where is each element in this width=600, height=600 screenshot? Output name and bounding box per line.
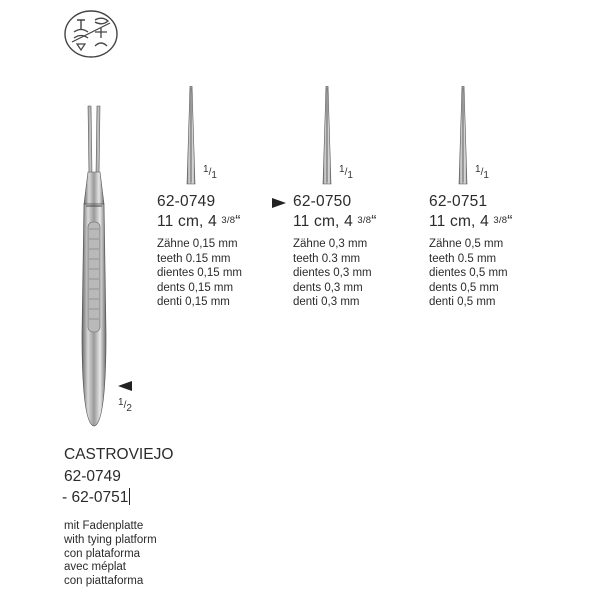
description-de: mit Fadenplatte: [64, 520, 144, 532]
teeth-spec-en: teeth 0.5 mm: [429, 252, 497, 265]
tip-scale-62-0751: 1/1: [475, 164, 489, 181]
teeth-spec-fr: dents 0,5 mm: [429, 281, 499, 294]
instrument-length: [293, 213, 377, 231]
article-number: 62-0749: [157, 193, 216, 210]
variant-62-0751: [429, 193, 513, 310]
description-en: with tying platform: [64, 533, 157, 546]
instrument-description: [64, 520, 157, 589]
tip-scale-denominator: 1: [347, 170, 353, 181]
text-cursor: [129, 488, 130, 505]
teeth-spec-es: dientes 0,15 mm: [157, 267, 243, 280]
tip-illustration-62-0751: [456, 86, 470, 186]
article-number: 62-0750: [293, 193, 352, 210]
teeth-spec-it: denti 0,5 mm: [429, 296, 496, 309]
instrument-title-block: [62, 444, 173, 509]
length-fraction: 3/8: [357, 215, 372, 226]
article-range-end-row: [62, 487, 173, 509]
teeth-spec-de: Zähne 0,5 mm: [429, 238, 504, 250]
forceps-illustration: [64, 104, 124, 434]
length-fraction: 3/8: [221, 215, 236, 226]
teeth-spec-list: [157, 237, 242, 310]
teeth-spec-es: dientes 0,5 mm: [429, 267, 508, 280]
instrument-length: [429, 213, 513, 231]
length-main: 11 cm, 4: [293, 213, 358, 230]
arrow-left-marker-icon: [118, 381, 132, 391]
variant-62-0749: [157, 193, 242, 310]
length-quote: “: [507, 213, 513, 230]
tip-scale-denominator: 1: [211, 170, 217, 181]
instrument-length: [157, 213, 242, 231]
teeth-spec-en: teeth 0.3 mm: [293, 252, 361, 265]
tip-scale-62-0750: 1/1: [339, 164, 353, 181]
teeth-spec-fr: dents 0,3 mm: [293, 281, 363, 294]
description-es: con plataforma: [64, 547, 141, 560]
tip-scale-numerator: 1: [475, 164, 481, 175]
length-quote: “: [371, 213, 377, 230]
teeth-spec-it: denti 0,3 mm: [293, 296, 360, 309]
teeth-spec-es: dientes 0,3 mm: [293, 267, 372, 280]
length-main: 11 cm, 4: [429, 213, 494, 230]
teeth-spec-list: [293, 237, 377, 310]
sterilization-symbol-icon: [62, 8, 120, 60]
teeth-spec-fr: dents 0,15 mm: [157, 281, 234, 294]
range-dash: -: [62, 489, 72, 506]
tip-scale-denominator: 1: [483, 170, 489, 181]
scale-numerator: 1: [118, 397, 124, 408]
teeth-spec-en: teeth 0.15 mm: [157, 252, 231, 265]
article-range-start: 62-0749: [64, 467, 121, 485]
teeth-spec-de: Zähne 0,15 mm: [157, 238, 238, 250]
tip-scale-62-0749: 1/1: [203, 164, 217, 181]
variant-62-0750: [293, 193, 377, 310]
tip-illustration-62-0750: [320, 86, 334, 186]
length-quote: “: [235, 213, 241, 230]
scale-denominator: 2: [126, 403, 132, 414]
article-range-end: 62-0751: [71, 489, 129, 506]
description-fr: avec méplat: [64, 561, 127, 574]
description-it: con piattaforma: [64, 575, 144, 588]
arrow-right-marker-icon: [272, 198, 286, 208]
length-fraction: 3/8: [493, 215, 508, 226]
instrument-name: CASTROVIEJO: [64, 446, 174, 463]
scale-half-label: 1/2: [118, 397, 132, 414]
article-number: 62-0751: [429, 193, 488, 210]
teeth-spec-it: denti 0,15 mm: [157, 296, 230, 309]
tip-scale-numerator: 1: [203, 164, 209, 175]
teeth-spec-de: Zähne 0,3 mm: [293, 238, 368, 250]
tip-scale-numerator: 1: [339, 164, 345, 175]
teeth-spec-list: [429, 237, 513, 310]
tip-illustration-62-0749: [184, 86, 198, 186]
length-main: 11 cm, 4: [157, 213, 222, 230]
